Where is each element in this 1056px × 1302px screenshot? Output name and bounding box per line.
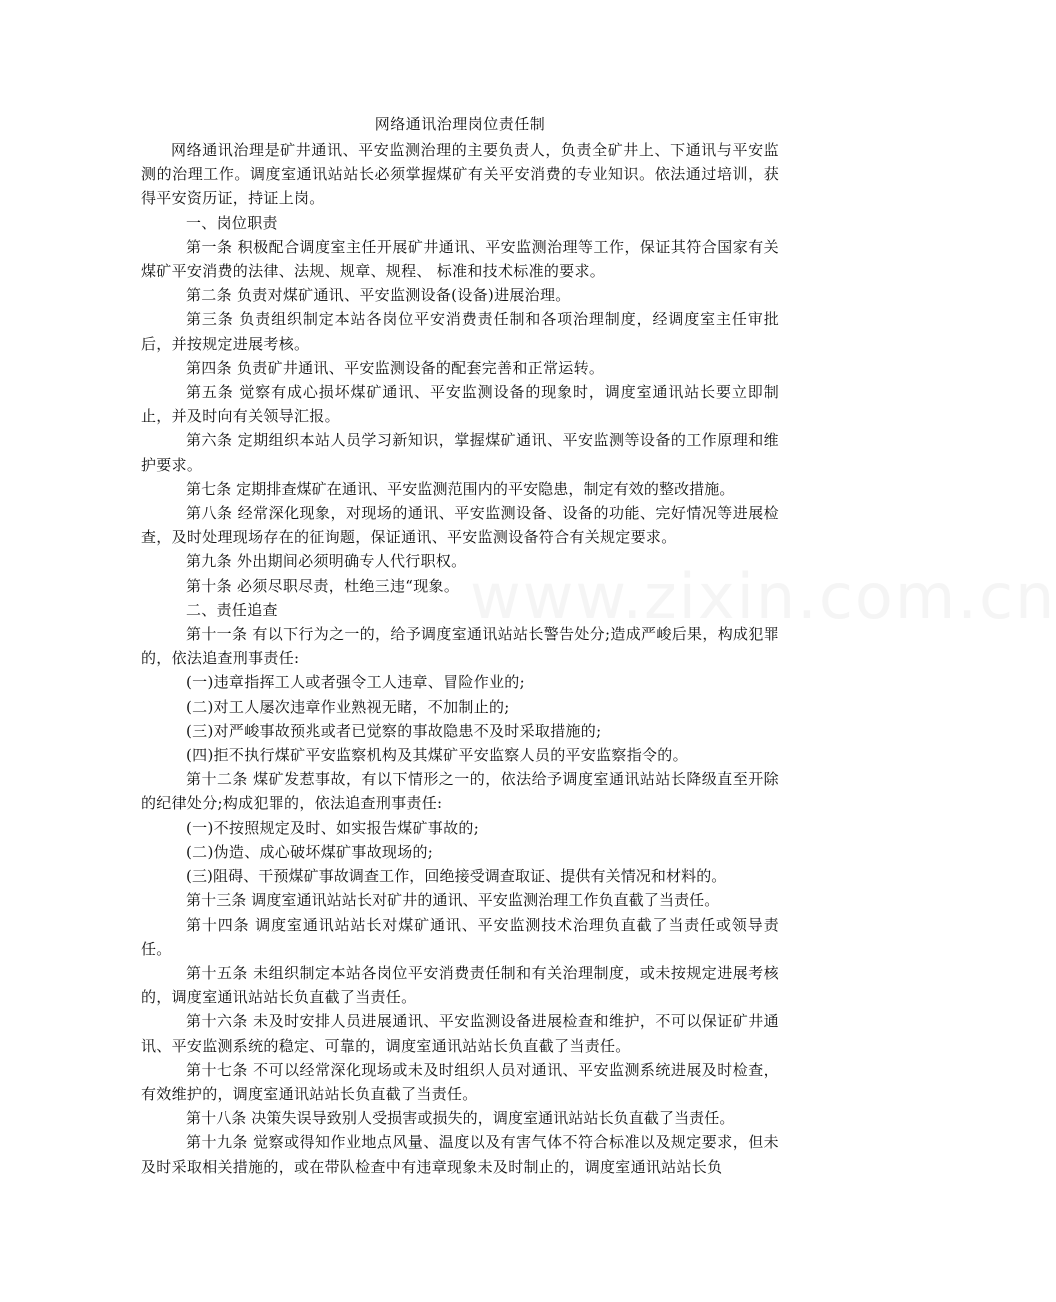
article-12: 第十二条 煤矿发惹事故，有以下情形之一的，依法给予调度室通讯站站长降级直至开除的纪律处分;构成犯罪的，依法追查刑事责任: [141, 770, 779, 813]
article-18: 第十八条 决策失误导致别人受损害或损失的，调度室通讯站站长负直截了当责任。 [186, 1109, 735, 1128]
article-1: 第一条 积极配合调度室主任开展矿井通讯、平安监测治理等工作，保证其符合国家有关煤矿平安消费的法律、法规、规章、规程、 标准和技术标准的要求。 [141, 237, 779, 281]
article-4: 第四条 负责矿井通讯、平安监测设备的配套完善和正常运转。 [186, 358, 605, 377]
article-9: 第九条 外出期间必须明确专人代行职权。 [186, 552, 467, 571]
article-11: 第十一条 有以下行为之一的，给予调度室通讯站站长警告处分;造成严峻后果，构成犯罪的，依法追查刑事责任: [141, 625, 779, 668]
document-page [141, 112, 779, 1179]
section-heading-duties: 一、岗位职责 [186, 213, 278, 232]
article-11-item-3: (三)对严峻事故预兆或者已觉察的事故隐患不及时采取措施的; [186, 721, 602, 740]
article-12-item-1: (一)不按照规定及时、如实报告煤矿事故的; [186, 818, 480, 837]
article-2: 第二条 负责对煤矿通讯、平安监测设备(设备)进展治理。 [186, 286, 571, 305]
article-19: 第十九条 觉察或得知作业地点风量、温度以及有害气体不符合标准以及规定要求，但未及时采取相关措施的，或在带队检查中有违章现象未及时制止的，调度室通讯站站长负 [141, 1133, 779, 1176]
article-14: 第十四条 调度室通讯站站长对煤矿通讯、平安监测技术治理负直截了当责任或领导责任。 [141, 915, 779, 958]
article-12-item-3: (三)阻碍、干预煤矿事故调查工作，回绝接受调查取证、提供有关情况和材料的。 [186, 867, 727, 886]
article-11-item-1: (一)违章指挥工人或者强令工人违章、冒险作业的; [186, 673, 525, 692]
article-17: 第十七条 不可以经常深化现场或未及时组织人员对通讯、平安监测系统进展及时检查，有效维护的，调度室通讯站站长负直截了当责任。 [141, 1060, 779, 1103]
document-title: 网络通讯治理岗位责任制 [374, 115, 546, 133]
article-16: 第十六条 未及时安排人员进展通讯、平安监测设备进展检查和维护，不可以保证矿井通讯、平安监测系统的稳定、可靠的，调度室通讯站站长负直截了当责任。 [141, 1012, 779, 1055]
article-8: 第八条 经常深化现象，对现场的通讯、平安监测设备、设备的功能、完好情况等进展检查，及时处理现场存在的征询题，保证通讯、平安监测设备符合有关规定要求。 [141, 504, 779, 547]
article-6: 第六条 定期组织本站人员学习新知识，掌握煤矿通讯、平安监测等设备的工作原理和维护要求。 [141, 431, 779, 474]
article-5: 第五条 觉察有成心损坏煤矿通讯、平安监测设备的现象时，调度室通讯站长要立即制止，并及时向有关领导汇报。 [141, 383, 779, 426]
article-10: 第十条 必须尽职尽责，杜绝三违“现象。 [186, 576, 460, 595]
intro-paragraph: 网络通讯治理是矿井通讯、平安监测治理的主要负责人，负责全矿井上、下通讯与平安监测的治理工作。调度室通讯站站长必须掌握煤矿有关平安消费的专业知识。依法通过培训，获得平安资历证，持证上岗。 [141, 141, 779, 208]
article-3: 第三条 负责组织制定本站各岗位平安消费责任制和各项治理制度，经调度室主任审批后，并按规定进展考核。 [141, 310, 779, 353]
article-15: 第十五条 未组织制定本站各岗位平安消费责任制和有关治理制度，或未按规定进展考核的，调度室通讯站站长负直截了当责任。 [141, 963, 779, 1007]
article-13: 第十三条 调度室通讯站站长对矿井的通讯、平安监测治理工作负直截了当责任。 [186, 891, 720, 910]
article-11-item-2: (二)对工人屡次违章作业熟视无睹，不加制止的; [186, 697, 510, 716]
section-heading-accountability: 二、责任追查 [186, 600, 278, 619]
article-12-item-2: (二)伪造、成心破坏煤矿事故现场的; [186, 842, 434, 861]
article-11-item-4: (四)拒不执行煤矿平安监察机构及其煤矿平安监察人员的平安监察指令的。 [186, 746, 688, 765]
watermark: www.zixin.com.cn [470, 560, 1056, 633]
article-7: 第七条 定期排查煤矿在通讯、平安监测范围内的平安隐患，制定有效的整改措施。 [186, 479, 735, 498]
